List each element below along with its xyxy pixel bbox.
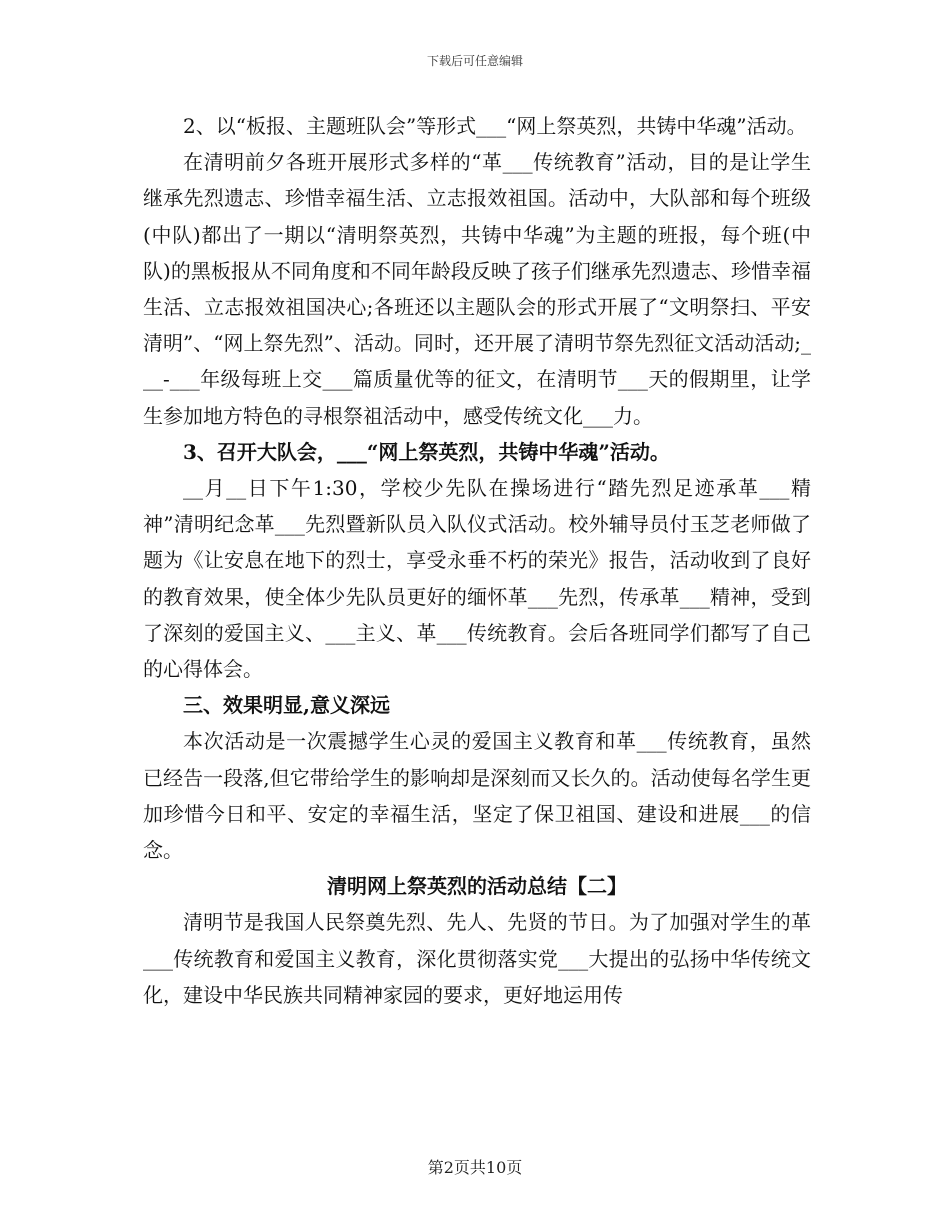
document-body	[143, 108, 811, 1013]
page-header: 下载后可任意编辑	[426, 54, 523, 68]
paragraph-ceremony: __月__日下午1:30，学校少先队在操场进行“踏先烈足迹承革___精神”清明纪念革___先烈暨新队员入队仪式活动。校外辅导员付玉芝老师做了题为《让安息在地下的烈士，享受永垂不朽的荣光》报告，活动收到了良好的教育效果，使全体少先队员更好的缅怀革___先烈，传承革___精神，受到了深刻的爱国主义、___主义、革___传统教育。会后各班同学们都写了自己的心得体会。	[143, 476, 811, 682]
section-title-part-2: 清明网上祭英烈的活动总结【二】	[327, 874, 627, 899]
paragraph-item-2: 2、以“板报、主题班队会”等形式___“网上祭英烈，共铸中华魂”活动。	[183, 114, 807, 138]
heading-section-3: 三、效果明显,意义深远	[183, 693, 390, 718]
page-footer: 第2页共10页	[427, 1158, 523, 1177]
paragraph-qingming-education: 在清明前夕各班开展形式多样的“革___传统教育”活动，目的是让学生继承先烈遗志、珍惜幸福生活、立志报效祖国。活动中，大队部和每个班级(中队)都出了一期以“清明祭英烈，共铸中华魂”为主题的班报，每个班(中队)的黑板报从不同角度和不同年龄段反映了孩子们继承先烈遗志、珍惜幸福生活、立志报效祖国决心;各班还以主题队会的形式开展了“文明祭扫、平安清明”、“网上祭先烈”、活动。同时，还开展了清明节祭先烈征文活动活动;___-___年级每班上交___篇质量优等的征文，在清明节___天的假期里，让学生参加地方特色的寻根祭祖活动中，感受传统文化___力。	[143, 150, 811, 428]
heading-item-3: 3、召开大队会，___“网上祭英烈，共铸中华魂”活动。	[183, 439, 670, 464]
paragraph-effect: 本次活动是一次震撼学生心灵的爱国主义教育和革___传统教育，虽然已经告一段落,但它带给学生的影响却是深刻而又长久的。活动使每名学生更加珍惜今日和平、安定的幸福生活，坚定了保卫祖国、建设和进展___的信念。	[143, 729, 811, 863]
paragraph-qingming-intro: 清明节是我国人民祭奠先烈、先人、先贤的节日。为了加强对学生的革___传统教育和爱国主义教育，深化贯彻落实党___大提出的弘扬中华传统文化，建设中华民族共同精神家园的要求，更好地运用传	[143, 910, 811, 1007]
